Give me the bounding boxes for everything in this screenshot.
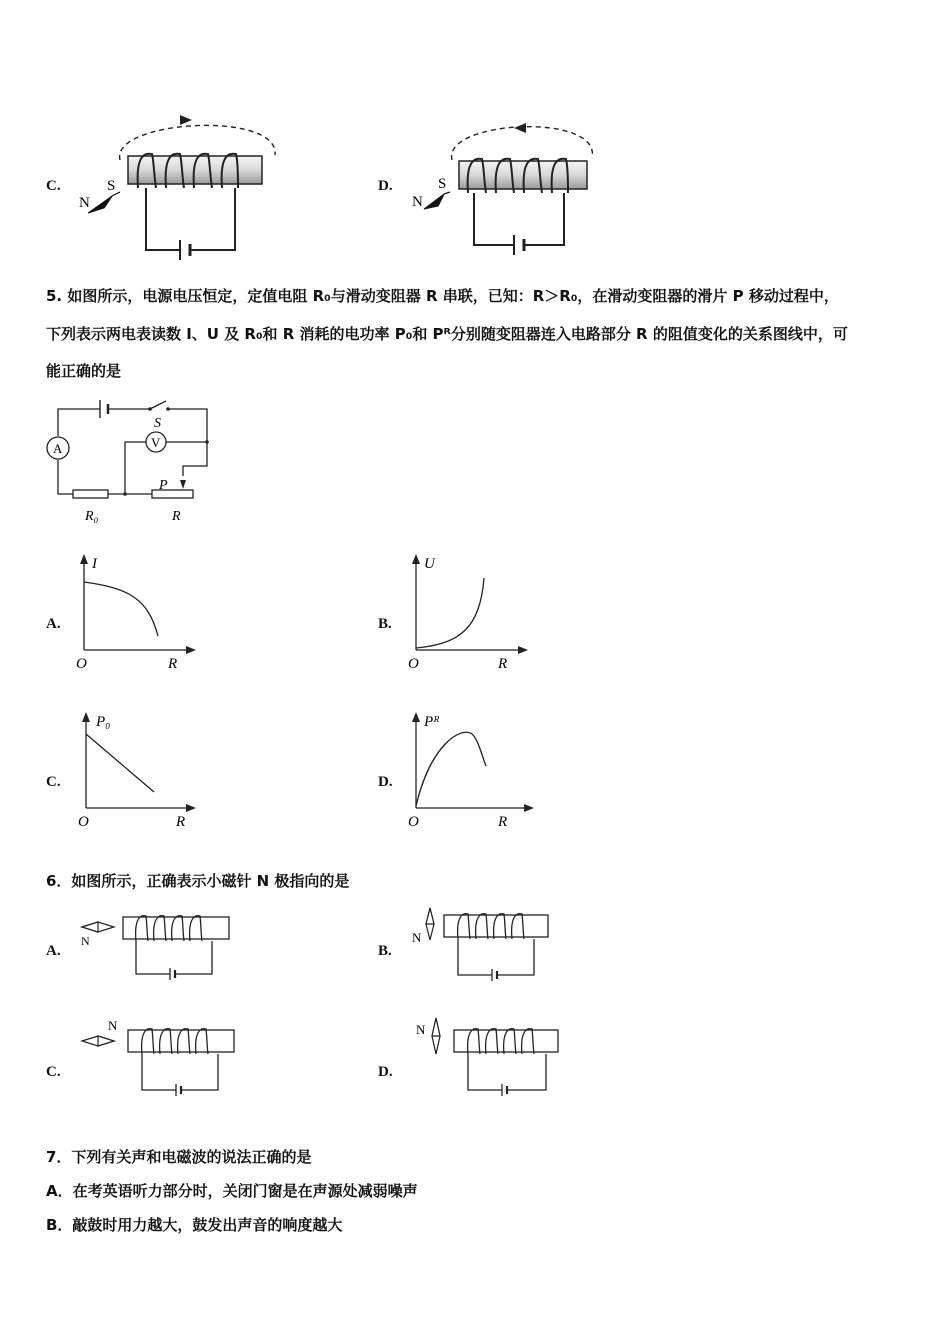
q5-graph-b (400, 548, 540, 678)
q6-option-b-figure (408, 904, 558, 984)
r-label: R (172, 509, 181, 524)
q5-line-2: 下列表示两电表读数 I、U 及 R₀和 R 消耗的电功率 P₀和 Pᴿ分别随变阻器连入电路部分 R 的阻值变化的关系图线中，可 (46, 325, 848, 343)
q4c-pole-n: N (79, 195, 90, 211)
graph-b-ylabel: U (424, 556, 435, 572)
q6-option-b-label: B. (378, 943, 392, 959)
q4-option-c-figure (70, 110, 290, 270)
voltmeter-symbol: V (151, 435, 161, 450)
q5-graph-b-label: B. (378, 616, 392, 632)
q4d-pole-n: N (412, 194, 423, 210)
curve-i-vs-r (84, 582, 158, 636)
switch-label: S (154, 416, 161, 431)
q6-option-d-figure (412, 1014, 567, 1099)
r0-label: R₀ (85, 509, 99, 524)
q6c-pole-n: N (108, 1018, 118, 1033)
q6-option-c-label: C. (46, 1064, 61, 1080)
q5-graph-c-label: C. (46, 774, 61, 790)
q4-option-d-label: D. (378, 178, 393, 194)
q5-line-1 (46, 286, 839, 306)
q4d-pole-s: S (438, 176, 447, 192)
q5-graph-a-label: A. (46, 616, 61, 632)
graph-d-origin: O (408, 814, 419, 830)
q5-graph-a (68, 548, 208, 678)
ammeter-symbol: A (53, 441, 63, 456)
curve-u-vs-r (416, 578, 484, 648)
q5-number: 5. (46, 287, 63, 305)
q6-option-d-label: D. (378, 1064, 393, 1080)
q6d-pole-n: N (416, 1022, 426, 1037)
line-p0-vs-r (86, 734, 154, 792)
q7-option-a: A．在考英语听力部分时，关闭门窗是在声源处减弱噪声 (46, 1182, 418, 1200)
q4-option-d-figure (402, 110, 612, 270)
graph-c-xlabel: R (176, 814, 186, 830)
q5-circuit-diagram (40, 396, 230, 526)
graph-d-xlabel: R (498, 814, 508, 830)
q6a-pole-n: N (81, 934, 90, 948)
graph-b-origin: O (408, 656, 419, 672)
graph-a-xlabel: R (168, 656, 178, 672)
q6b-pole-n: N (412, 930, 422, 945)
q7-text: 7．下列有关声和电磁波的说法正确的是 (46, 1148, 312, 1166)
q7-option-b: B．敲鼓时用力越大，鼓发出声音的响度越大 (46, 1216, 343, 1234)
q6-option-c-figure (76, 1016, 241, 1096)
q5-line-3: 能正确的是 (46, 362, 122, 380)
graph-a-origin: O (76, 656, 87, 672)
q4c-pole-s: S (107, 178, 116, 194)
q5-text-1: 如图所示，电源电压恒定，定值电阻 R₀与滑动变阻器 R 串联，已知：R＞R₀，在滑动变阻器的滑片 P 移动过程中， (67, 287, 839, 305)
q6-option-a-label: A. (46, 943, 61, 959)
q5-graph-d (400, 706, 540, 836)
q4-option-c-label: C. (46, 178, 61, 194)
graph-c-ylabel: P₀ (96, 714, 111, 730)
slider-label: P (159, 478, 168, 493)
graph-a-ylabel: I (92, 556, 97, 572)
q6-text: 6．如图所示，正确表示小磁针 N 极指向的是 (46, 872, 350, 890)
q5-graph-d-label: D. (378, 774, 393, 790)
curve-pr-vs-r (416, 732, 486, 806)
graph-d-ylabel: Pᴿ (424, 714, 440, 730)
q5-graph-c (70, 706, 210, 836)
q6-option-a-figure (76, 910, 236, 985)
graph-c-origin: O (78, 814, 89, 830)
graph-b-xlabel: R (498, 656, 508, 672)
